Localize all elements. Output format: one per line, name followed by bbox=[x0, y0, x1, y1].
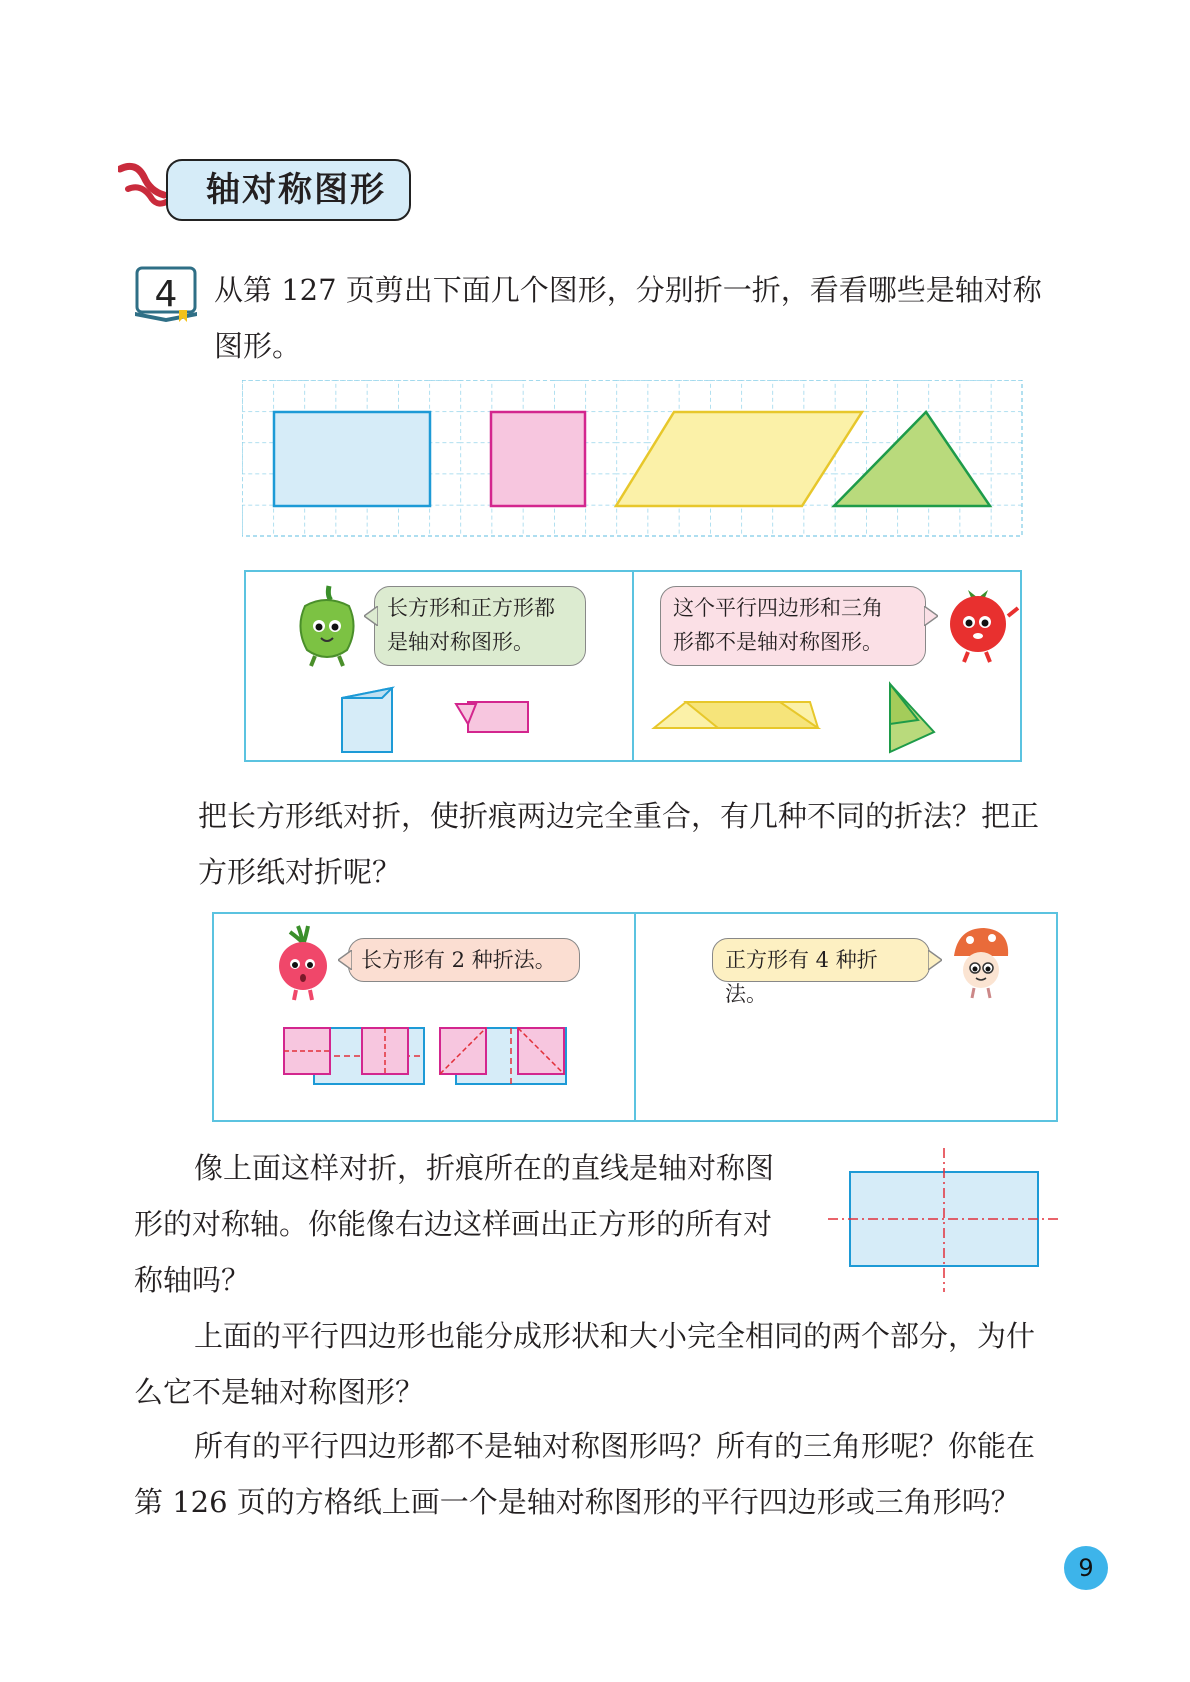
radish-mascot bbox=[272, 922, 334, 1002]
folded-parallelogram-triangle bbox=[650, 680, 1010, 760]
square-fold-lines bbox=[282, 1026, 982, 1086]
panel-divider bbox=[632, 572, 634, 760]
speech-bubble-left: 长方形和正方形都 是轴对称图形。 bbox=[374, 586, 586, 666]
para3: 上面的平行四边形也能分成形状和大小完全相同的两个部分，为什 么它不是轴对称图形？ bbox=[134, 1319, 1036, 1409]
example-text: 从第 127 页剪出下面几个图形，分别折一折，看看哪些是轴对称 图形。 bbox=[214, 273, 1042, 363]
para4: 所有的平行四边形都不是轴对称图形吗？所有的三角形呢？你能在 第 126 页的方格纸上画一个是轴对称图形的平行四边形或三角形吗？ bbox=[134, 1429, 1036, 1519]
shape-grid bbox=[242, 380, 1034, 540]
folding-panel bbox=[244, 570, 1022, 762]
pepper-mascot bbox=[291, 582, 361, 668]
rectangle-symmetry-axes bbox=[828, 1148, 1068, 1296]
tomato-mascot bbox=[938, 582, 1020, 664]
page-number: 9 bbox=[1064, 1546, 1108, 1590]
speech-bubble-right: 这个平行四边形和三角 形都不是轴对称图形。 bbox=[660, 586, 926, 666]
book-icon bbox=[133, 266, 199, 322]
rectangle-shape bbox=[274, 412, 430, 506]
speech-bubble-right: 正方形有 4 种折法。 bbox=[712, 938, 930, 982]
speech-bubble-left: 长方形有 2 种折法。 bbox=[348, 938, 580, 982]
question1-text: 把长方形纸对折，使折痕两边完全重合，有几种不同的折法？把正 方形纸对折呢？ bbox=[198, 799, 1040, 889]
square-shape bbox=[491, 412, 585, 506]
section-heading bbox=[118, 155, 418, 225]
example-number: 4 bbox=[154, 274, 178, 315]
panel-divider bbox=[634, 914, 636, 1120]
section-title: 轴对称图形 bbox=[166, 159, 411, 221]
mushroom-mascot bbox=[948, 922, 1014, 1002]
para2: 像上面这样对折，折痕所在的直线是轴对称图 形的对称轴。你能像右边这样画出正方形的所有对 称轴吗？ bbox=[134, 1151, 775, 1297]
folded-rectangle-square bbox=[336, 680, 536, 760]
fold-methods-panel bbox=[212, 912, 1058, 1122]
